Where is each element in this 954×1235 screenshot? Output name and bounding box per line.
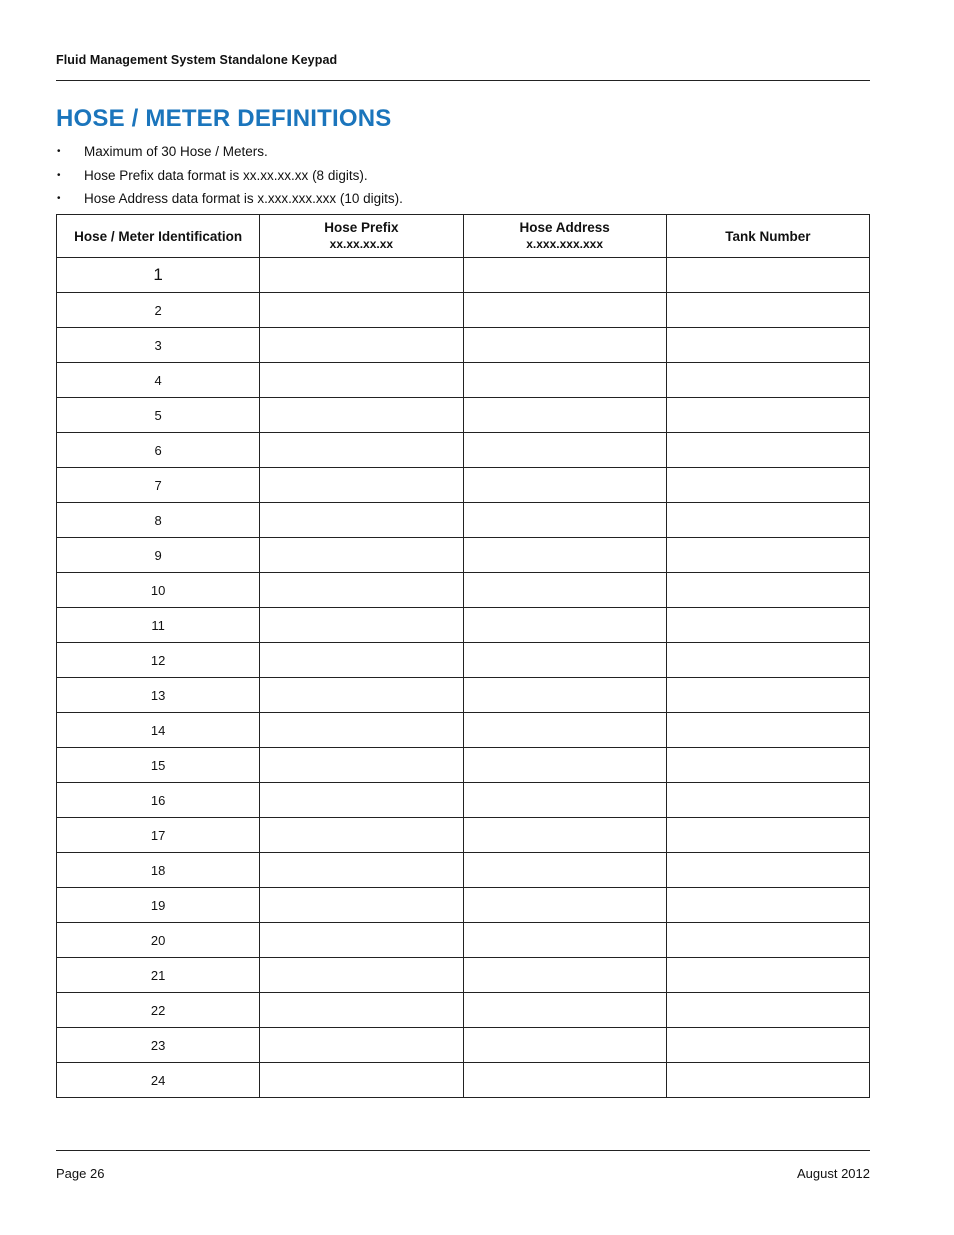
table-header-row xyxy=(57,215,870,258)
cell-hose-address xyxy=(463,258,666,293)
cell-hose-prefix xyxy=(260,293,463,328)
table-row xyxy=(57,608,870,643)
cell-tank-number xyxy=(666,993,869,1028)
hose-meter-table xyxy=(56,214,870,1098)
cell-hose-address xyxy=(463,678,666,713)
cell-identification: 13 xyxy=(57,678,260,713)
table-row xyxy=(57,888,870,923)
cell-hose-address xyxy=(463,328,666,363)
bullet-list xyxy=(56,140,403,211)
cell-identification: 23 xyxy=(57,1028,260,1063)
table-row xyxy=(57,293,870,328)
cell-identification: 2 xyxy=(57,293,260,328)
cell-tank-number xyxy=(666,818,869,853)
column-header-label: Tank Number xyxy=(725,228,811,244)
cell-tank-number xyxy=(666,1028,869,1063)
cell-hose-prefix xyxy=(260,748,463,783)
cell-hose-prefix xyxy=(260,643,463,678)
cell-identification: 21 xyxy=(57,958,260,993)
cell-tank-number xyxy=(666,293,869,328)
cell-hose-prefix xyxy=(260,328,463,363)
column-header-identification xyxy=(57,215,260,258)
cell-hose-address xyxy=(463,468,666,503)
cell-identification: 1 xyxy=(57,258,260,293)
table-row xyxy=(57,503,870,538)
cell-identification: 5 xyxy=(57,398,260,433)
cell-hose-address xyxy=(463,783,666,818)
table-row xyxy=(57,468,870,503)
column-header-tank-number xyxy=(666,215,869,258)
cell-tank-number xyxy=(666,643,869,678)
publication-date: August 2012 xyxy=(796,1166,870,1181)
cell-hose-prefix xyxy=(260,258,463,293)
cell-hose-address xyxy=(463,958,666,993)
table-row xyxy=(57,853,870,888)
cell-hose-prefix xyxy=(260,573,463,608)
table-row xyxy=(57,993,870,1028)
table-row xyxy=(57,573,870,608)
cell-identification: 24 xyxy=(57,1063,260,1098)
column-header-format: x.xxx.xxx.xxx xyxy=(526,237,603,251)
cell-hose-prefix xyxy=(260,1028,463,1063)
cell-identification: 8 xyxy=(57,503,260,538)
cell-hose-address xyxy=(463,1028,666,1063)
table-row xyxy=(57,1063,870,1098)
table-row xyxy=(57,643,870,678)
cell-hose-address xyxy=(463,818,666,853)
cell-hose-address xyxy=(463,923,666,958)
column-header-hose-address xyxy=(463,215,666,258)
cell-tank-number xyxy=(666,503,869,538)
cell-identification: 4 xyxy=(57,363,260,398)
running-header: Fluid Management System Standalone Keypad xyxy=(56,53,338,67)
column-header-hose-prefix xyxy=(260,215,463,258)
bullet-dot-icon: • xyxy=(57,146,61,157)
cell-hose-prefix xyxy=(260,468,463,503)
bullet-item xyxy=(56,140,403,164)
table-row xyxy=(57,783,870,818)
table-row xyxy=(57,398,870,433)
cell-hose-address xyxy=(463,608,666,643)
cell-identification: 17 xyxy=(57,818,260,853)
cell-hose-address xyxy=(463,1063,666,1098)
table-row xyxy=(57,923,870,958)
page-number: Page 26 xyxy=(56,1166,105,1181)
cell-hose-address xyxy=(463,643,666,678)
cell-tank-number xyxy=(666,433,869,468)
cell-tank-number xyxy=(666,888,869,923)
table-row xyxy=(57,748,870,783)
cell-tank-number xyxy=(666,958,869,993)
cell-hose-address xyxy=(463,853,666,888)
cell-identification: 18 xyxy=(57,853,260,888)
cell-hose-prefix xyxy=(260,923,463,958)
table-row xyxy=(57,538,870,573)
cell-hose-prefix xyxy=(260,993,463,1028)
cell-tank-number xyxy=(666,328,869,363)
bullet-item xyxy=(56,164,403,188)
table-row xyxy=(57,258,870,293)
table-row xyxy=(57,713,870,748)
table-body xyxy=(57,258,870,1098)
table-row xyxy=(57,328,870,363)
cell-hose-prefix xyxy=(260,1063,463,1098)
cell-hose-prefix xyxy=(260,608,463,643)
cell-hose-prefix xyxy=(260,783,463,818)
column-header-format: xx.xx.xx.xx xyxy=(329,237,394,251)
column-header-label: Hose Prefix xyxy=(324,220,399,235)
cell-hose-address xyxy=(463,993,666,1028)
cell-identification: 14 xyxy=(57,713,260,748)
bullet-dot-icon: • xyxy=(57,193,61,204)
cell-identification: 16 xyxy=(57,783,260,818)
cell-identification: 19 xyxy=(57,888,260,923)
cell-hose-address xyxy=(463,748,666,783)
cell-tank-number xyxy=(666,608,869,643)
column-header-label: Hose / Meter Identification xyxy=(74,228,243,244)
cell-tank-number xyxy=(666,258,869,293)
bullet-item xyxy=(56,187,403,211)
bullet-text: Maximum of 30 Hose / Meters. xyxy=(84,144,268,159)
cell-tank-number xyxy=(666,678,869,713)
cell-hose-prefix xyxy=(260,678,463,713)
cell-tank-number xyxy=(666,783,869,818)
table-row xyxy=(57,1028,870,1063)
table-row xyxy=(57,433,870,468)
cell-hose-prefix xyxy=(260,713,463,748)
bullet-text: Hose Address data format is x.xxx.xxx.xxx (10 digits). xyxy=(84,191,403,206)
cell-hose-prefix xyxy=(260,853,463,888)
cell-hose-prefix xyxy=(260,818,463,853)
cell-hose-address xyxy=(463,713,666,748)
cell-tank-number xyxy=(666,853,869,888)
cell-hose-prefix xyxy=(260,958,463,993)
cell-identification: 3 xyxy=(57,328,260,363)
footer-divider xyxy=(56,1150,870,1151)
header-divider xyxy=(56,80,870,81)
table-row xyxy=(57,818,870,853)
cell-tank-number xyxy=(666,573,869,608)
cell-identification: 22 xyxy=(57,993,260,1028)
column-header-label: Hose Address xyxy=(519,220,610,235)
cell-tank-number xyxy=(666,923,869,958)
bullet-dot-icon: • xyxy=(57,169,61,181)
cell-identification: 9 xyxy=(57,538,260,573)
cell-hose-address xyxy=(463,433,666,468)
cell-identification: 7 xyxy=(57,468,260,503)
bullet-text: Hose Prefix data format is xx.xx.xx.xx (8 digits). xyxy=(84,167,368,183)
cell-hose-address xyxy=(463,293,666,328)
cell-identification: 15 xyxy=(57,748,260,783)
cell-hose-address xyxy=(463,503,666,538)
cell-hose-prefix xyxy=(260,888,463,923)
cell-hose-prefix xyxy=(260,398,463,433)
cell-identification: 10 xyxy=(57,573,260,608)
cell-hose-address xyxy=(463,538,666,573)
table-row xyxy=(57,363,870,398)
section-title: HOSE / METER DEFINITIONS xyxy=(56,105,392,132)
cell-tank-number xyxy=(666,1063,869,1098)
cell-tank-number xyxy=(666,363,869,398)
cell-hose-address xyxy=(463,398,666,433)
cell-tank-number xyxy=(666,468,869,503)
cell-hose-prefix xyxy=(260,538,463,573)
table-row xyxy=(57,678,870,713)
cell-tank-number xyxy=(666,713,869,748)
cell-tank-number xyxy=(666,398,869,433)
cell-hose-address xyxy=(463,573,666,608)
cell-tank-number xyxy=(666,538,869,573)
cell-identification: 20 xyxy=(57,923,260,958)
cell-identification: 11 xyxy=(57,608,260,643)
table-row xyxy=(57,958,870,993)
cell-identification: 12 xyxy=(57,643,260,678)
cell-hose-address xyxy=(463,888,666,923)
cell-tank-number xyxy=(666,748,869,783)
cell-hose-address xyxy=(463,363,666,398)
cell-hose-prefix xyxy=(260,503,463,538)
cell-hose-prefix xyxy=(260,363,463,398)
cell-identification: 6 xyxy=(57,433,260,468)
cell-hose-prefix xyxy=(260,433,463,468)
